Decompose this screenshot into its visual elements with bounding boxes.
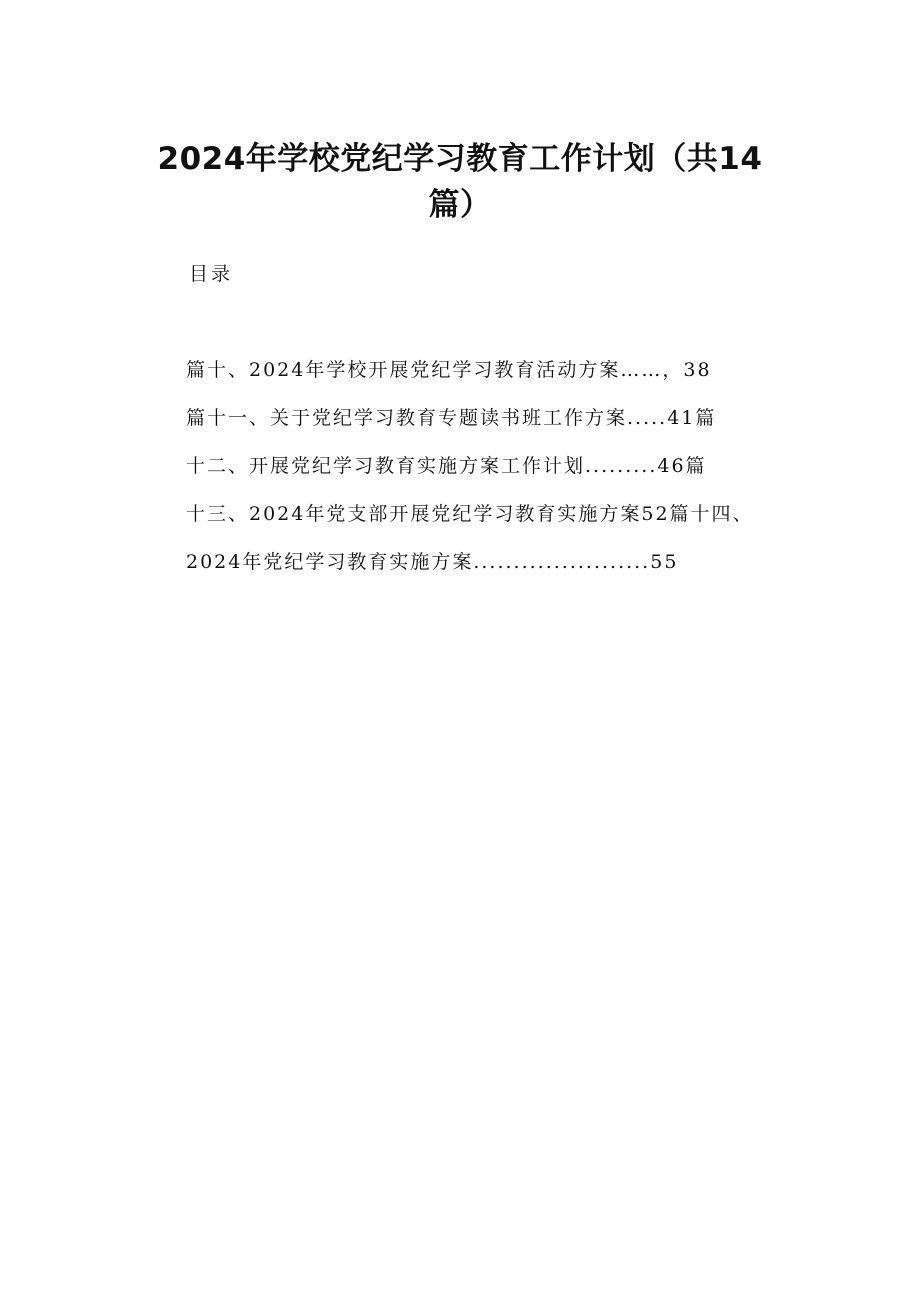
toc-line: 篇十、2024年学校开展党纪学习教育活动方案……，38 <box>186 359 712 381</box>
toc-line: 篇十一、关于党纪学习教育专题读书班工作方案.....41篇 <box>186 407 717 429</box>
document-title: 2024年学校党纪学习教育工作计划（共14篇） <box>157 141 763 223</box>
toc-heading: 目录 <box>189 263 234 285</box>
toc-line: 十三、2024年党支部开展党纪学习教育实施方案52篇十四、 <box>186 503 754 525</box>
toc-line: 2024年党纪学习教育实施方案......................55 <box>186 551 679 573</box>
toc-line: 十二、开展党纪学习教育实施方案工作计划.........46篇 <box>186 455 707 477</box>
toc-list <box>186 348 786 588</box>
